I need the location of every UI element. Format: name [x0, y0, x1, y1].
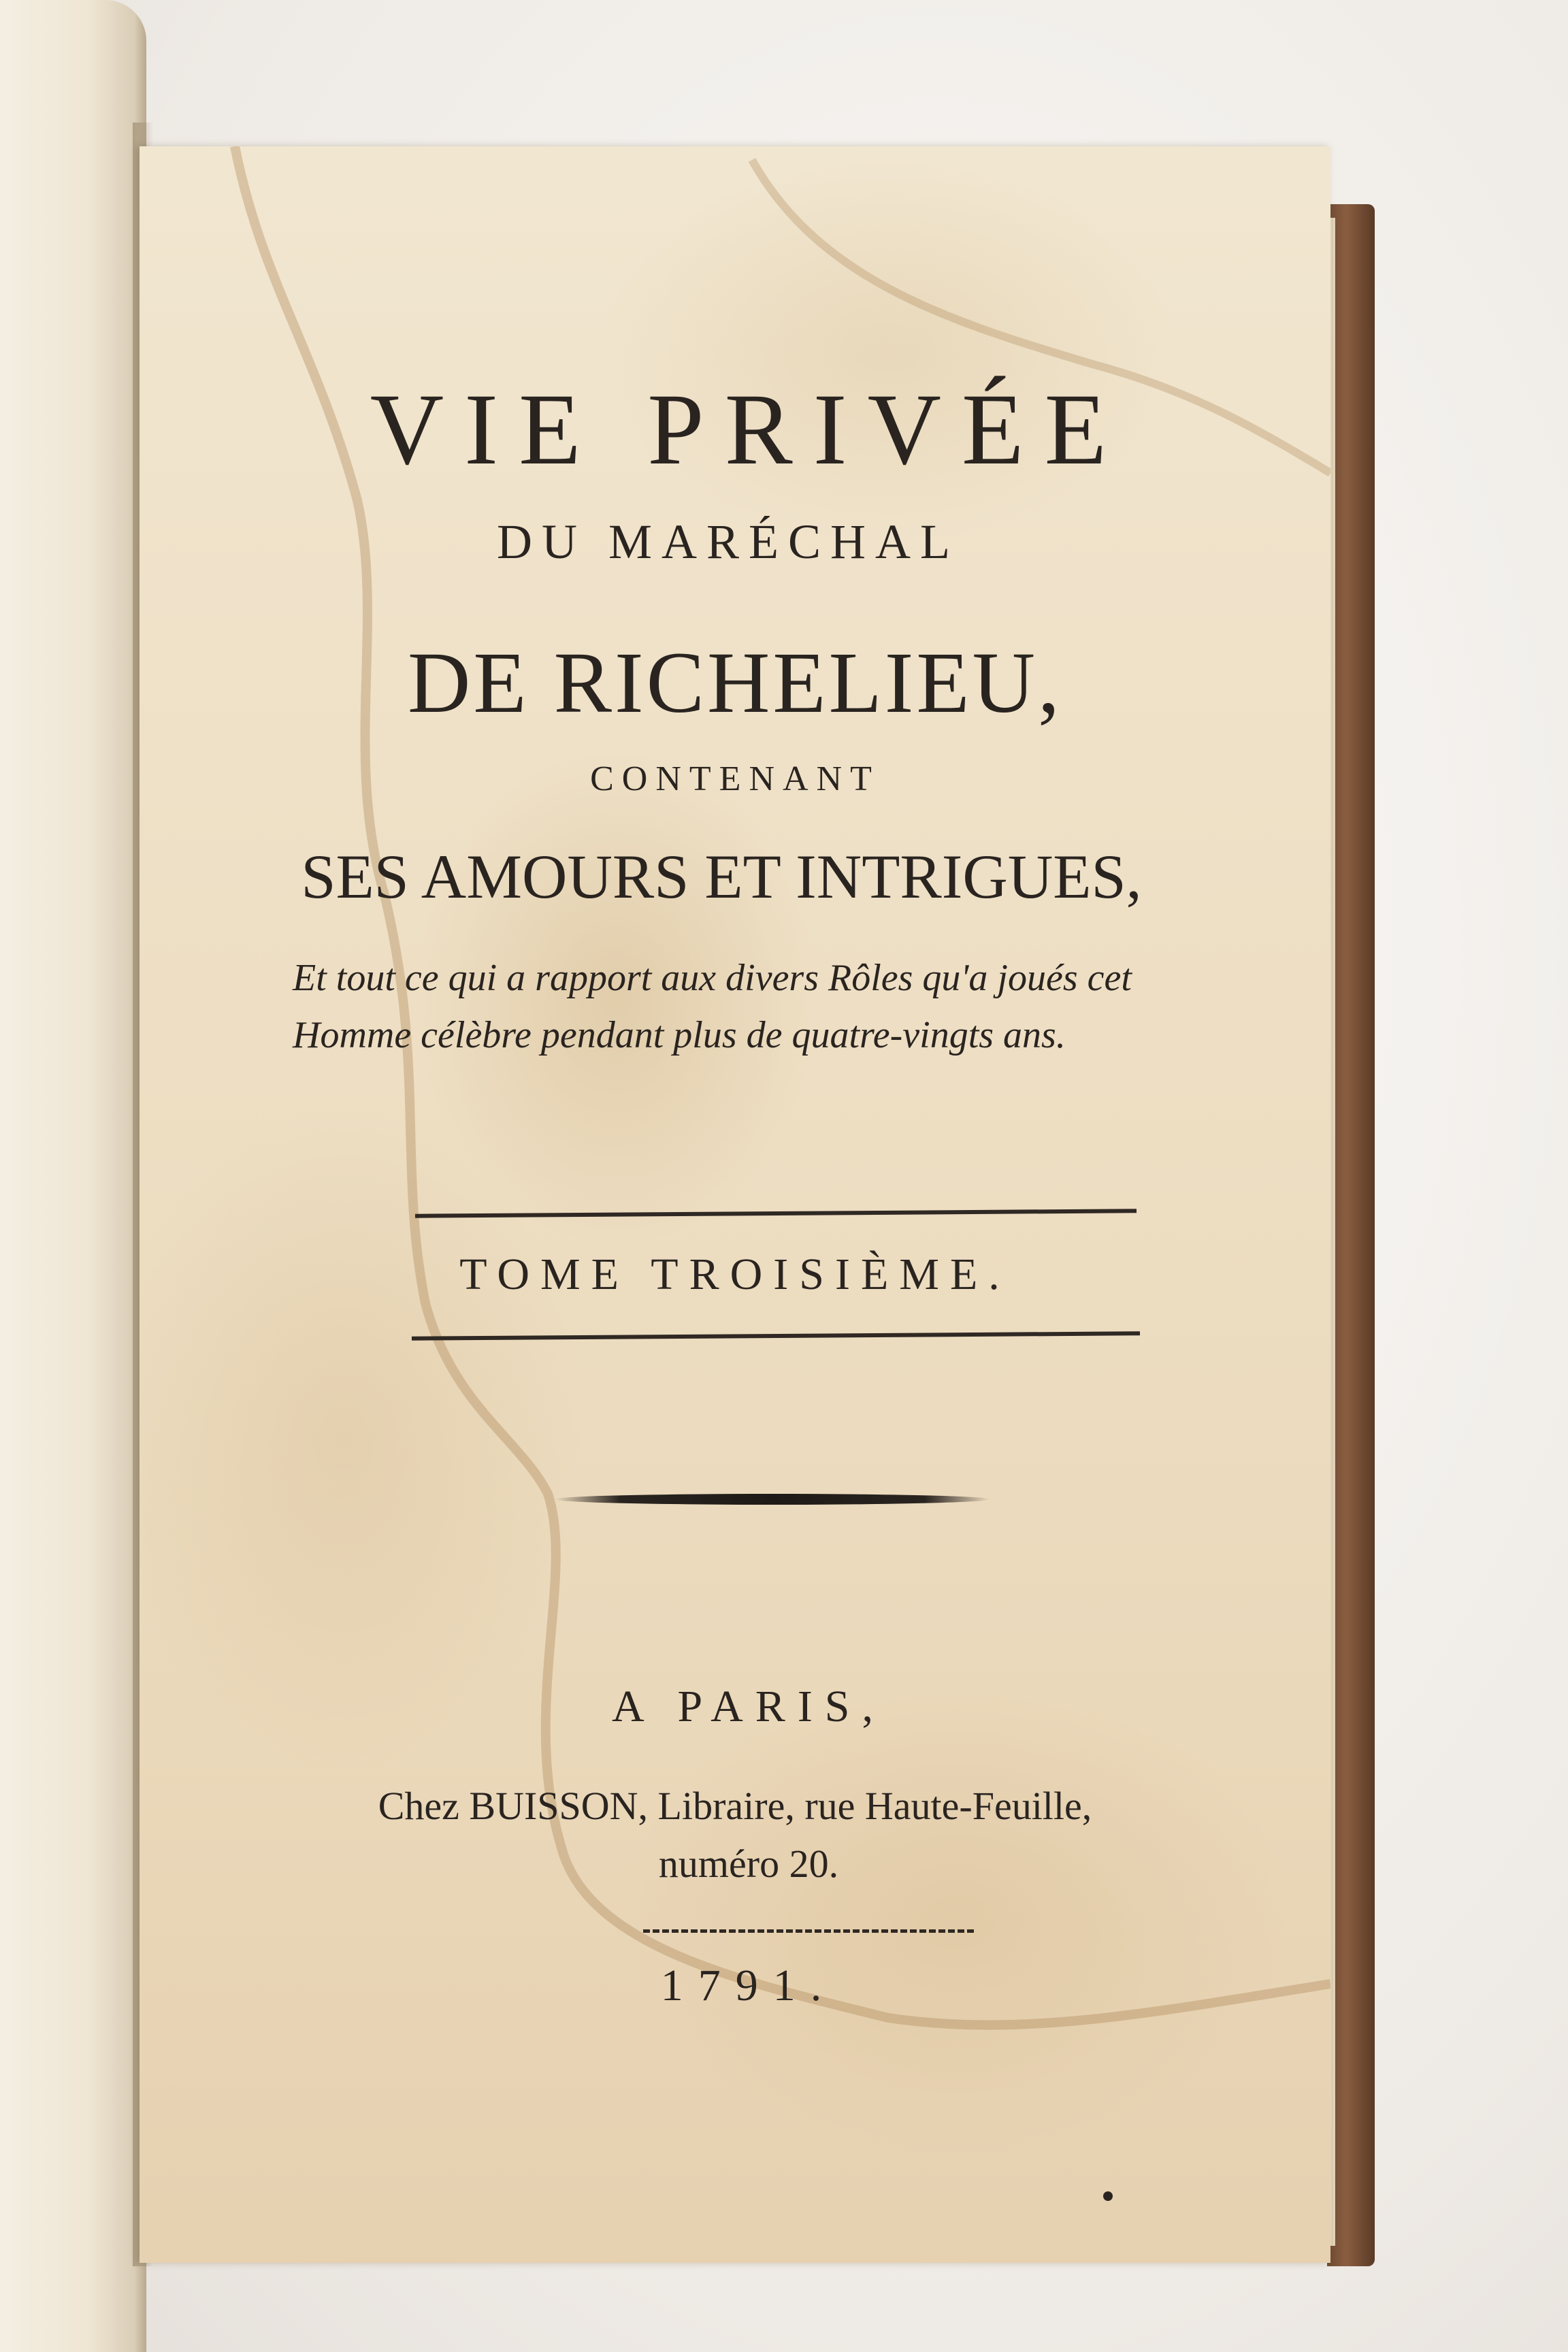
- imprint-year: 1791.: [660, 1961, 837, 2010]
- dotted-rule: [643, 1929, 977, 1933]
- title-page: [140, 146, 1330, 2263]
- imprint-publisher: Chez BUISSON, Libraire, rue Haute-Feuille,: [378, 1784, 1092, 1828]
- title-line-vie-privee: VIE PRIVÉE: [370, 373, 1128, 486]
- title-line-de-richelieu: DE RICHELIEU,: [407, 634, 1063, 731]
- volume-label: TOME TROISIÈME.: [459, 1250, 1011, 1299]
- imprint-place: A PARIS,: [611, 1682, 886, 1731]
- ink-dot: [1103, 2191, 1113, 2201]
- imprint-address-number: numéro 20.: [658, 1842, 839, 1886]
- title-line-du-marechal: DU MARÉCHAL: [496, 514, 960, 569]
- left-facing-page: [0, 0, 146, 2352]
- title-line-contenant: CONTENANT: [590, 760, 880, 798]
- title-line-amours-intrigues: SES AMOURS ET INTRIGUES,: [301, 842, 1142, 911]
- subtitle-description: Et tout ce qui a rapport aux divers Rôles qu'a joués cet Homme célèbre pendant plus de quatre-vingts ans.: [293, 957, 1132, 1056]
- ornamental-rule: [555, 1494, 990, 1505]
